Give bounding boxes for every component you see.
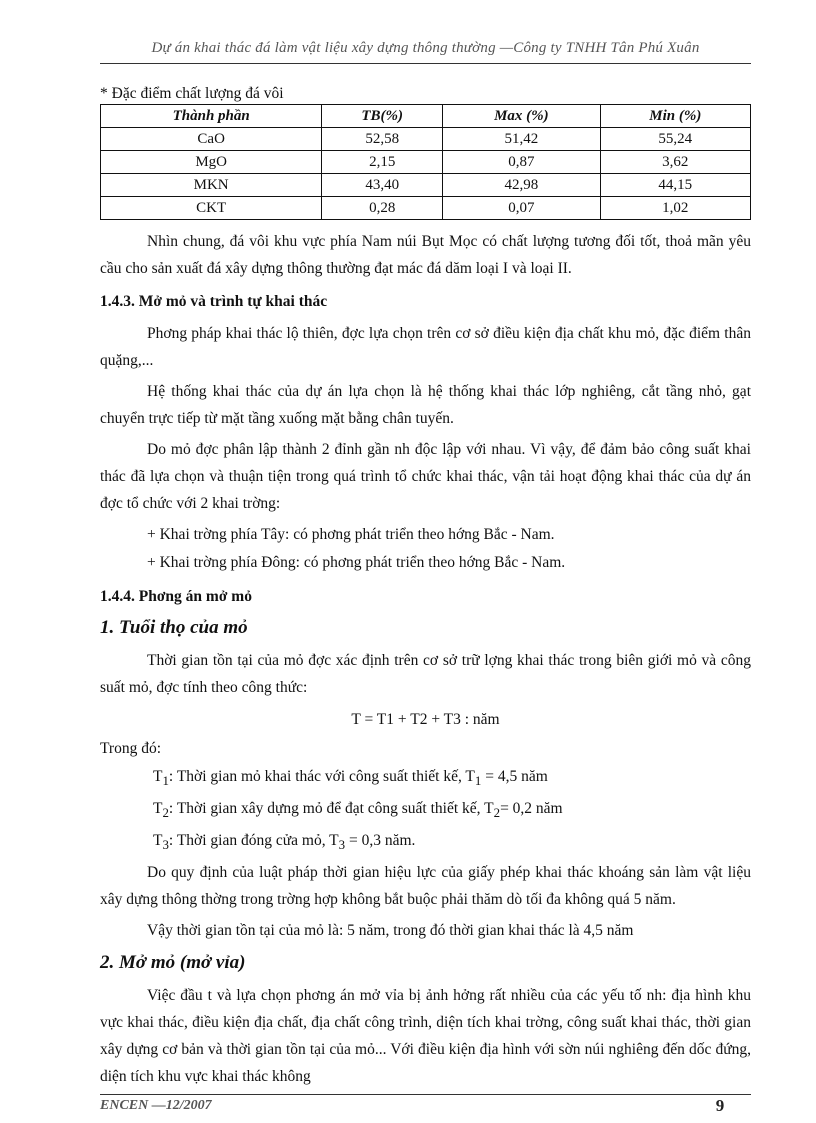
table-cell: CKT — [101, 197, 322, 220]
table-cell: 43,40 — [322, 174, 443, 197]
column-header: TB(%) — [322, 105, 443, 128]
table-header-row — [101, 105, 751, 128]
heading-mine-lifetime: 1. Tuổi thọ của mỏ — [100, 617, 248, 638]
method-paragraph: Phơng pháp khai thác lộ thiên, đợc lựa chọn trên cơ sở điều kiện địa chất khu mỏ, đặc điểm thân quặng,... — [100, 325, 751, 369]
list-item-west-pit: + Khai trờng phía Tây: có phơng phát triển theo hớng Bắc - Nam. — [147, 526, 555, 543]
table-row — [101, 174, 751, 197]
page-header: Dự án khai thác đá làm vật liệu xây dựng thông thường —Công ty TNHH Tân Phú Xuân — [151, 40, 700, 56]
page-content — [100, 85, 751, 1094]
header-divider — [100, 63, 751, 64]
table-cell: 52,58 — [322, 128, 443, 151]
system-paragraph: Hệ thống khai thác của dự án lựa chọn là hệ thống khai thác lớp nghiêng, cắt tầng nhỏ, gạt chuyển trực tiếp từ mặt tầng xuống mặt bằng chân tuyến. — [100, 383, 751, 427]
opening-paragraph: Việc đầu t và lựa chọn phơng án mở vỉa bị ảnh hởng rất nhiều của các yếu tố nh: địa hình khu vực khai thác, điều kiện địa chất, địa chất công trình, diện tích khai trờng, công suất khai thác, thời gian xây dựng cơ bản và thời gian tồn tại của mỏ... Với điều kiện địa hình với sờn núi nghiêng đến dốc đứng, diện tích khu vực khai thác không — [100, 987, 751, 1086]
table-row — [101, 151, 751, 174]
table-row — [101, 128, 751, 151]
section-heading-1-4-4: 1.4.4. Phơng án mở mỏ — [100, 588, 252, 605]
page-number: 9 — [715, 1096, 725, 1115]
table-cell: 0,28 — [322, 197, 443, 220]
table-cell: CaO — [101, 128, 322, 151]
table-row — [101, 197, 751, 220]
where-label: Trong đó: — [100, 740, 162, 757]
table-cell: MKN — [101, 174, 322, 197]
table-cell: 1,02 — [600, 197, 750, 220]
column-header: Max (%) — [443, 105, 600, 128]
definition-t2: $T_2$: Thời gian xây dựng mỏ để đạt công suất thiết kế, $T_2= 0,2$ năm — [153, 800, 563, 821]
summary-paragraph: Nhìn chung, đá vôi khu vực phía Nam núi Bụt Mọc có chất lượng tương đối tốt, thoả mãn yêu cầu cho sản xuất đá xây dựng thông thường đạt mác đá dăm loại I và loại II. — [100, 233, 751, 277]
definition-t3: $T_3$: Thời gian đóng cửa mỏ, $T_3 = 0,3$ năm. — [153, 832, 416, 853]
column-header: Min (%) — [600, 105, 750, 128]
list-item-east-pit: + Khai trờng phía Đông: có phơng phát triển theo hớng Bắc - Nam. — [147, 554, 566, 571]
lifetime-formula: T = T1 + T2 + T3 : năm — [351, 711, 500, 728]
footer-label: ENCEN —12/2007 — [100, 1098, 212, 1113]
lifetime-paragraph: Thời gian tồn tại của mỏ đợc xác định trên cơ sở trữ lợng khai thác trong biên giới mỏ và công suất mỏ, đợc tính theo công thức: — [100, 652, 751, 696]
table-cell: 0,07 — [443, 197, 600, 220]
table-caption: * Đặc điểm chất lượng đá vôi — [100, 85, 284, 102]
table-cell: 42,98 — [443, 174, 600, 197]
footer-divider — [100, 1094, 751, 1095]
division-paragraph: Do mỏ đợc phân lập thành 2 đỉnh gần nh độc lập với nhau. Vì vậy, để đảm bảo công suất khai thác đã lựa chọn và thuận tiện trong quá trình tổ chức khai thác, vận tải hoạt động khai thác của dự án đợc tổ chức với 2 khai trờng: — [100, 441, 751, 512]
heading-mine-opening: 2. Mở mỏ (mở vỉa) — [100, 952, 246, 974]
table-cell: 51,42 — [443, 128, 600, 151]
table-cell: 44,15 — [600, 174, 750, 197]
limestone-quality-table — [100, 104, 751, 220]
table-cell: 55,24 — [600, 128, 750, 151]
table-cell: 0,87 — [443, 151, 600, 174]
definition-t1: $T_1$: Thời gian mỏ khai thác với công suất thiết kế, $T_1 = 4,5$ năm — [153, 768, 548, 789]
table-cell: 2,15 — [322, 151, 443, 174]
law-paragraph: Do quy định của luật pháp thời gian hiệu lực của giấy phép khai thác khoáng sản làm vật liệu xây dựng thông thờng trong trờng hợp không bắt buộc phải thăm dò tối đa không quá 5 năm. — [100, 864, 751, 909]
section-heading-1-4-3: 1.4.3. Mở mỏ và trình tự khai thác — [100, 293, 328, 310]
conclusion-paragraph: Vậy thời gian tồn tại của mỏ là: 5 năm, trong đó thời gian khai thác là 4,5 năm — [147, 922, 634, 940]
table-cell: 3,62 — [600, 151, 750, 174]
table-cell: MgO — [101, 151, 322, 174]
column-header: Thành phần — [101, 105, 322, 128]
